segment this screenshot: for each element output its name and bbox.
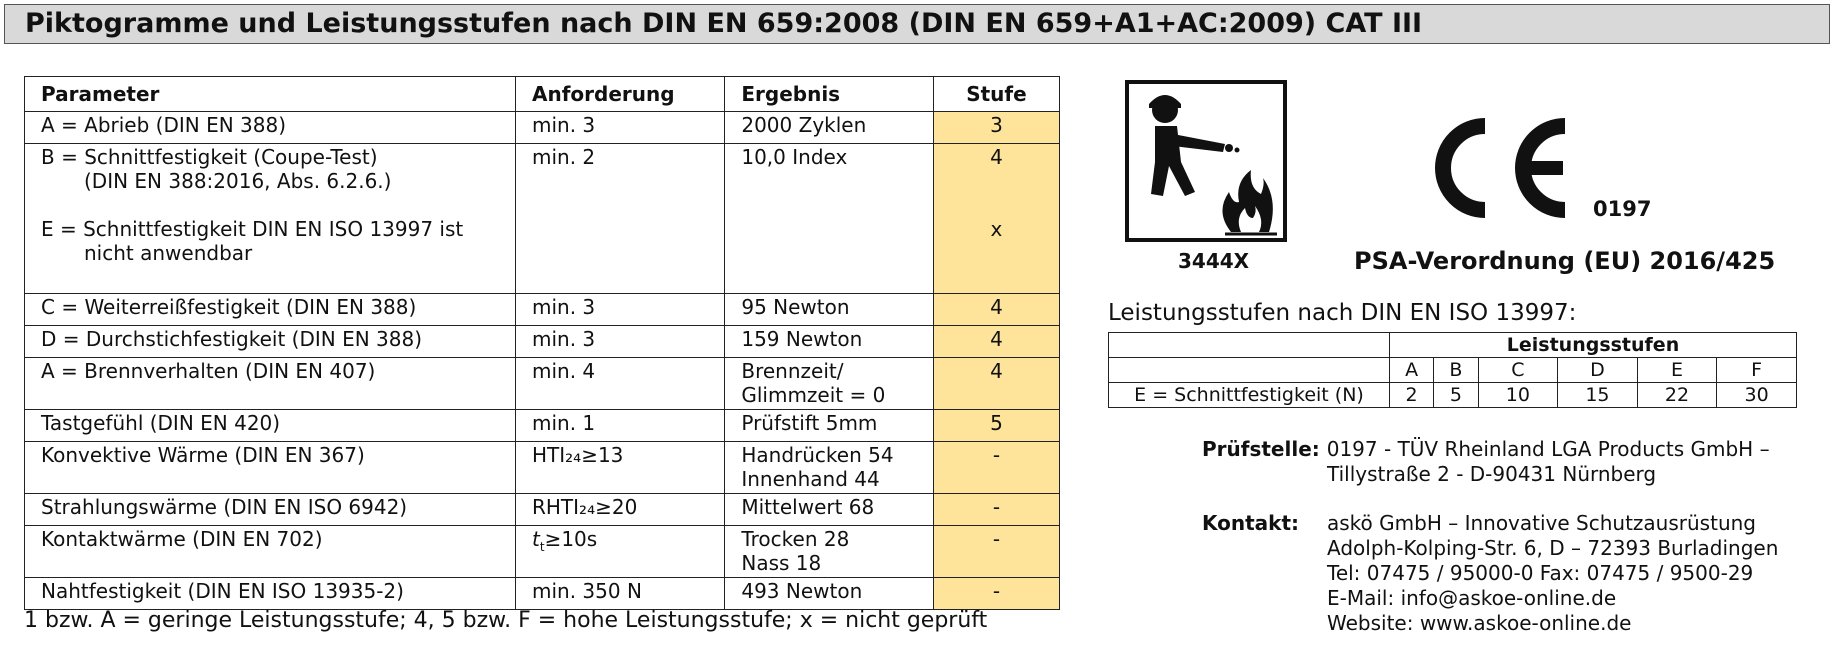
table-row: [25, 112, 1060, 144]
res-cell: Prüfstift 5mm: [725, 410, 934, 442]
header-parameter: Parameter: [25, 77, 516, 112]
param-cell: Nahtfestigkeit (DIN EN ISO 13935-2): [25, 578, 516, 610]
param-cell: Strahlungswärme (DIN EN ISO 6942): [25, 494, 516, 526]
header-stufe: Stufe: [933, 77, 1059, 112]
level-value: 2: [1390, 383, 1434, 408]
level-value: 30: [1717, 383, 1797, 408]
stufe-cell: -: [933, 442, 1059, 494]
kontakt-line: Adolph-Kolping-Str. 6, D – 72393 Burladingen: [1327, 536, 1779, 560]
res-line: Nass 18: [741, 551, 822, 575]
param-line: E = Schnittfestigkeit DIN EN ISO 13997 ist: [41, 217, 464, 241]
req-cell: min. 2: [516, 144, 725, 294]
level-letter: B: [1434, 358, 1478, 383]
req-cell: min. 4: [516, 358, 725, 410]
table-row: [25, 326, 1060, 358]
header-ergebnis: Ergebnis: [725, 77, 934, 112]
level-letter: A: [1390, 358, 1434, 383]
kontakt-email: E-Mail: info@askoe-online.de: [1327, 586, 1617, 610]
level-value: 10: [1478, 383, 1558, 408]
res-cell: [725, 526, 934, 578]
param-cell: A = Brennverhalten (DIN EN 407): [25, 358, 516, 410]
ce-number: 0197: [1593, 197, 1652, 221]
heat-flame-pictogram-icon: [1125, 80, 1287, 242]
req-cell: min. 350 N: [516, 578, 725, 610]
row-label: E = Schnittfestigkeit (N): [1109, 383, 1390, 408]
param-cell: Konvektive Wärme (DIN EN 367): [25, 442, 516, 494]
req-cell: min. 3: [516, 326, 725, 358]
res-cell: [725, 358, 934, 410]
req-t: t: [532, 527, 540, 551]
level-value: 5: [1434, 383, 1478, 408]
param-cell: D = Durchstichfestigkeit (DIN EN 388): [25, 326, 516, 358]
pruefstelle-label: Prüfstelle: [1202, 437, 1312, 461]
kontakt-website: Website: www.askoe-online.de: [1327, 611, 1632, 635]
table-row: [25, 358, 1060, 410]
req-cell: [516, 526, 725, 578]
kontakt-block: Kontakt: askö GmbH – Innovative Schutzausrüstung Adolph-Kolping-Str. 6, D – 72393 Burladingen Tel: 07475 / 95000-0 Fax: 07475 / 9500-29 E-Mail: info@askoe-online.de Website: www.askoe-online.de: [1202, 511, 1779, 635]
req-cell: min. 3: [516, 112, 725, 144]
stufe-cell: [933, 144, 1059, 294]
req-cell: HTI₂₄≥13: [516, 442, 725, 494]
stufe-cell: 4: [933, 294, 1059, 326]
stufe-cell: 4: [933, 358, 1059, 410]
table-header-row: [25, 77, 1060, 112]
table-row: [25, 494, 1060, 526]
table-row: [25, 294, 1060, 326]
res-line: Innenhand 44: [741, 467, 880, 491]
stufe-line: 4: [990, 145, 1003, 169]
table-row: [25, 578, 1060, 610]
footnote: 1 bzw. A = geringe Leistungsstufe; 4, 5 bzw. F = hohe Leistungsstufe; x = nicht geprüft: [24, 608, 988, 633]
param-cell: C = Weiterreißfestigkeit (DIN EN 388): [25, 294, 516, 326]
req-sub: t: [539, 540, 545, 554]
leistungsstufen-table: [1108, 332, 1797, 408]
param-line: (DIN EN 388:2016, Abs. 6.2.6.): [84, 169, 392, 193]
req-cell: min. 3: [516, 294, 725, 326]
header-anforderung: Anforderung: [516, 77, 725, 112]
stufe-cell: -: [933, 578, 1059, 610]
param-line: B = Schnittfestigkeit (Coupe-Test): [41, 145, 378, 169]
res-cell: Mittelwert 68: [725, 494, 934, 526]
level-letter: E: [1637, 358, 1717, 383]
table-row: [1109, 333, 1797, 358]
table-row: [25, 144, 1060, 294]
performance-table: [24, 76, 1060, 610]
stufe-cell: 5: [933, 410, 1059, 442]
level-value: 22: [1637, 383, 1717, 408]
param-cell: [25, 144, 516, 294]
req-cell: min. 1: [516, 410, 725, 442]
kontakt-label: Kontakt: [1202, 511, 1292, 535]
pruefstelle-line: 0197 - TÜV Rheinland LGA Products GmbH –: [1326, 437, 1770, 461]
table-row: [25, 442, 1060, 494]
ce-mark-icon: [1425, 118, 1575, 222]
table-row: [25, 526, 1060, 578]
table-row: [25, 410, 1060, 442]
res-line: Trocken 28: [741, 527, 850, 551]
leistungsstufen-title: Leistungsstufen nach DIN EN ISO 13997:: [1108, 300, 1577, 326]
res-cell: [725, 442, 934, 494]
level-letter: F: [1717, 358, 1797, 383]
stufe-cell: 3: [933, 112, 1059, 144]
res-line: Handrücken 54: [741, 443, 894, 467]
stufe-cell: -: [933, 494, 1059, 526]
table-row: [1109, 383, 1797, 408]
psa-regulation: PSA-Verordnung (EU) 2016/425: [1354, 247, 1776, 275]
req-rest: ≥10s: [544, 527, 598, 551]
table-row: [1109, 358, 1797, 383]
param-cell: Kontaktwärme (DIN EN 702): [25, 526, 516, 578]
res-cell: 493 Newton: [725, 578, 934, 610]
empty-cell: [1109, 358, 1390, 383]
res-cell: 2000 Zyklen: [725, 112, 934, 144]
req-cell: RHTI₂₄≥20: [516, 494, 725, 526]
param-line: nicht anwendbar: [84, 241, 253, 265]
res-cell: 95 Newton: [725, 294, 934, 326]
param-cell: Tastgefühl (DIN EN 420): [25, 410, 516, 442]
pruefstelle-line: Tillystraße 2 - D-90431 Nürnberg: [1327, 462, 1657, 486]
kontakt-line: askö GmbH – Innovative Schutzausrüstung: [1327, 511, 1756, 535]
stufe-cell: 4: [933, 326, 1059, 358]
level-value: 15: [1558, 383, 1638, 408]
param-cell: A = Abrieb (DIN EN 388): [25, 112, 516, 144]
level-letter: D: [1558, 358, 1638, 383]
kontakt-line: Tel: 07475 / 95000-0 Fax: 07475 / 9500-29: [1327, 561, 1754, 585]
empty-cell: [1109, 333, 1390, 358]
stufe-line: x: [990, 217, 1003, 241]
res-cell: 159 Newton: [725, 326, 934, 358]
res-line: Brennzeit/: [741, 359, 844, 383]
group-header: Leistungsstufen: [1390, 333, 1797, 358]
res-line: Glimmzeit = 0: [741, 383, 886, 407]
pruefstelle-block: Prüfstelle: 0197 - TÜV Rheinland LGA Products GmbH – Tillystraße 2 - D-90431 Nürnberg: [1202, 437, 1770, 486]
level-letter: C: [1478, 358, 1558, 383]
res-cell: 10,0 Index: [725, 144, 934, 294]
pictogram-code: 3444X: [1178, 249, 1250, 273]
page-title: Piktogramme und Leistungsstufen nach DIN EN 659:2008 (DIN EN 659+A1+AC:2009) CAT III: [4, 4, 1830, 44]
stufe-cell: -: [933, 526, 1059, 578]
